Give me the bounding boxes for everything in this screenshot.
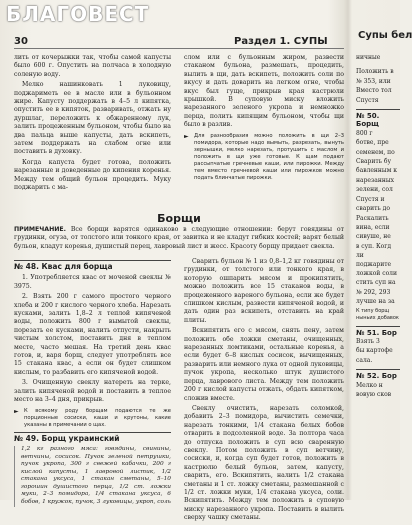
fragment-text: ложкой соли <box>356 269 397 277</box>
fragment-text: семенем, по <box>356 148 395 156</box>
bottom-right-column <box>184 258 344 525</box>
fragment-text: зелени, сол <box>356 186 393 194</box>
page-header <box>14 30 354 50</box>
fragment-text: Спустя <box>356 96 379 104</box>
top-right-column <box>184 54 344 185</box>
fragment-text: № 353, или <box>356 77 391 85</box>
paragraph: 3. Очищенную свеклу натереть на терке, залить кипяченой водой и поставить в теплое место на 3–4 дня, прикрыв. <box>14 379 171 404</box>
paragraph: Свеклу очистить, нарезать соломкой, добавить 2–3 помидора, вычистить семечки, нарезать тонкими, 1/4 стакана белых бобов отварить в подсоленной воде. За полтора часа до отпуска положить в суп всю сваренную свеклу. Потом положить в суп ветчину, сосиски, и, когда суп будет готов, положить в кастрюлю белый бульон, затем, капусту, сварить, его. Вскипятить, налить 1/2 стакана сметаны и 1 ст. ложку сметаны, размешанной с 1/2 ст. ложки муки, 1/4 стакана уксуса, соли. Вскипятить. Между тем положить в суповую миску нарезанного укропа. Поставить в вылить сверху чашку сметаны. <box>184 404 344 522</box>
fragment-note: ныньих добавок <box>356 315 399 322</box>
note-text: Все борщи варятся одинаково в следующие отношении: берут говядины от грудинки, огуза, от толстого или тонкого края, от завитка и не кладут гибких костей; варят белый бульон, кладут коренья, душистый перец, лавровый лист и жесс. Красоту борщу придает свекла. <box>14 226 344 250</box>
top-left-column <box>14 54 171 195</box>
paragraph: Вскипятить его с мясом, снять пену, затем положить обе ложки сметаны, очищенных, нарезанных ломтиками, остальные коренья, а если будет 6–8 кислых сосисок, вычищенных, разварить или немного лука от одной луковицы, пучок укропа, несколько штук душистого перца, лаврового листа. Между тем положить 200 г кислой капусты отжать, обдать кипятком, сложив вместе. <box>184 327 344 402</box>
primechanie-note <box>14 226 344 251</box>
right-page-title: Супы бел <box>358 30 412 41</box>
fragment-text: вина, если <box>356 223 390 231</box>
fragment-text: Раскалить <box>356 214 389 222</box>
fragment-text: сала. <box>356 356 373 364</box>
fragment-recipe-title: № 51. Бор <box>356 326 400 337</box>
pointer-arrow-icon: ► <box>184 132 189 140</box>
fragment-text: Положить в <box>356 68 394 76</box>
fragment-text: лучше на за <box>356 298 395 306</box>
paragraph: Мелко нашинковать 1 луковицу, поджариметь ее в масле или в бульонном жире. Капусту поддержать в 4–5 л кипятка, опустить ее в кипяток, разваривать, отжать ну дуршлаг, переложить к обжаренному лук, залить процеженным бульоном, чтобы было на два пальца выше капусты, дать вскипеть, затем поддержать на слабом огне или поставить в духовку. <box>14 81 171 156</box>
note-label: ПРИМЕЧАНИЕ. <box>14 226 66 233</box>
fragment-text: Вместо тол <box>356 87 392 95</box>
watermark-logo: БЛАГОВЕСТ <box>6 2 150 26</box>
paragraph: слом или с бульонным жиром, развести стаканом бульона, размешать, процедить, вылить в щи, дать вскипеть, положить соли по вкусу и дать доварить на легком огне, чтобы вкус был гуще, прикрыв края кастрюли крышкой. В суповую миску вложить нарезанного зеленого укропа и немножко перца, полить кипящим бульоном, чтобы щи было в разлив. <box>184 54 344 129</box>
fragment-text: № 292, 293 <box>356 288 391 296</box>
fragment-text: сивуше, не <box>356 233 391 241</box>
recipe-title: № 49. Борщ украинский <box>14 432 171 443</box>
fragment-note: К типу борщ <box>356 307 390 314</box>
fragment-text: ничные <box>356 54 381 61</box>
page-number: 30 <box>14 36 28 47</box>
fragment-text: нарезанных <box>356 176 394 184</box>
right-page-fragment <box>356 54 400 400</box>
side-note <box>184 133 344 182</box>
note-text: Для разнообразия можно положить в щи 2–3 помидора, которые надо вымыть, разрезать, вынуть зернышки, мелко нарезать, протушить с маслом и положить в щи уже готовые. К щам подают рассыпчатые гречневые каши, или пирожки. Между тем вместо гречневой каши или пирожков можно подать блинчатые пирожки. <box>194 132 344 181</box>
paragraph: 1. Употребляется квас от моченой свеклы № 3975. <box>14 274 171 290</box>
note-text: К всякому роду борщам подаются те же порционные сосиски, каши и крутоны, какие указаны в примечании о щах. <box>24 407 171 428</box>
ingredients-list: 1,2 кг разного мяса: говядины, свинины, ветчины, сосисок. Пучок зеленой петрушки, пучок укропа, 300 г свежей кабачки, 200 г кислой капусты, 1 лавровой листик, 1/2 стакана уксуса, 1 стакан сметаны, 5–10 горошин душистого перца, 1/2 ст. ложки муки, 2–3 помидора, 1/4 стакана уксуса, 6 бобов, 1 кружок, пучок, 3 луковицы, укроп, соль <box>14 446 171 507</box>
pointer-arrow-icon: ► <box>14 407 19 415</box>
bottom-left-column <box>14 258 171 507</box>
fragment-text: Взять 3 <box>356 337 380 345</box>
section-title: Раздел 1. СУПЫ <box>234 36 328 47</box>
fragment-text: 800 г <box>356 129 373 137</box>
chapter-title: Борщи <box>157 212 201 225</box>
fragment-text: Спустя и <box>356 195 385 203</box>
fragment-text: ботве, пре <box>356 139 389 147</box>
fragment-text: в суп. Когд <box>356 242 392 250</box>
fragment-text: вовую сков <box>356 391 392 398</box>
fragment-text: Сварить бу <box>356 158 392 166</box>
fragment-text: сварить до <box>356 205 390 213</box>
paragraph: Когда капуста будет готова, положить нарезанные и доведенные до кипения коренья. Между тем общий бульон процедить. Муку поджарить с ма- <box>14 158 171 192</box>
fragment-text: бавленным к <box>356 167 398 175</box>
fragment-text: бы картофе <box>356 347 393 355</box>
fragment-text: стить суп на <box>356 279 396 287</box>
paragraph: Сварить бульон № 1 из 0,8–1,2 кг говядины от грудинки, от толстого или тонкого края, в которую ошпарить мясом и прокипятить, можно положить все 15 стаканов воды, в процеженного вареного бульона, если же будет слишком кислым, развести кипяченой водой, и дать один раз вскипеть, отставить на край плиты. <box>184 258 344 324</box>
recipe-title: № 48. Квас для борща <box>14 260 171 271</box>
fragment-text: Мелко н <box>356 381 383 389</box>
fragment-recipe-title: № 52. Бор <box>356 369 400 380</box>
fragment-text: ли поджарите <box>356 252 392 268</box>
paragraph: лить от кочерыжки так, чтобы самой капусты было 600 г. Опустить на полчаса в холодную соленую воду. <box>14 54 171 78</box>
header-divider <box>14 48 344 49</box>
fragment-recipe-title: № 50. Борщ <box>356 109 400 129</box>
side-note <box>14 408 171 429</box>
paragraph: 2. Взять 200 г самого простого черного хлеба и 200 г кислого черного хлеба. Нарезать кусками, залить 1,8–2 л теплой кипяченой воды, положить 800 г вымытой свеклы, порезать ее кусками, налить отпусти, накрыть чистым холстом, поставить дня в теплом месте, часто мешая. На третий день квас готов, и, варя борщ, следует употреблять все 15 стакана квас, а если он будет слишком кислым, то разбавить его кипяченой водой. <box>14 293 171 376</box>
